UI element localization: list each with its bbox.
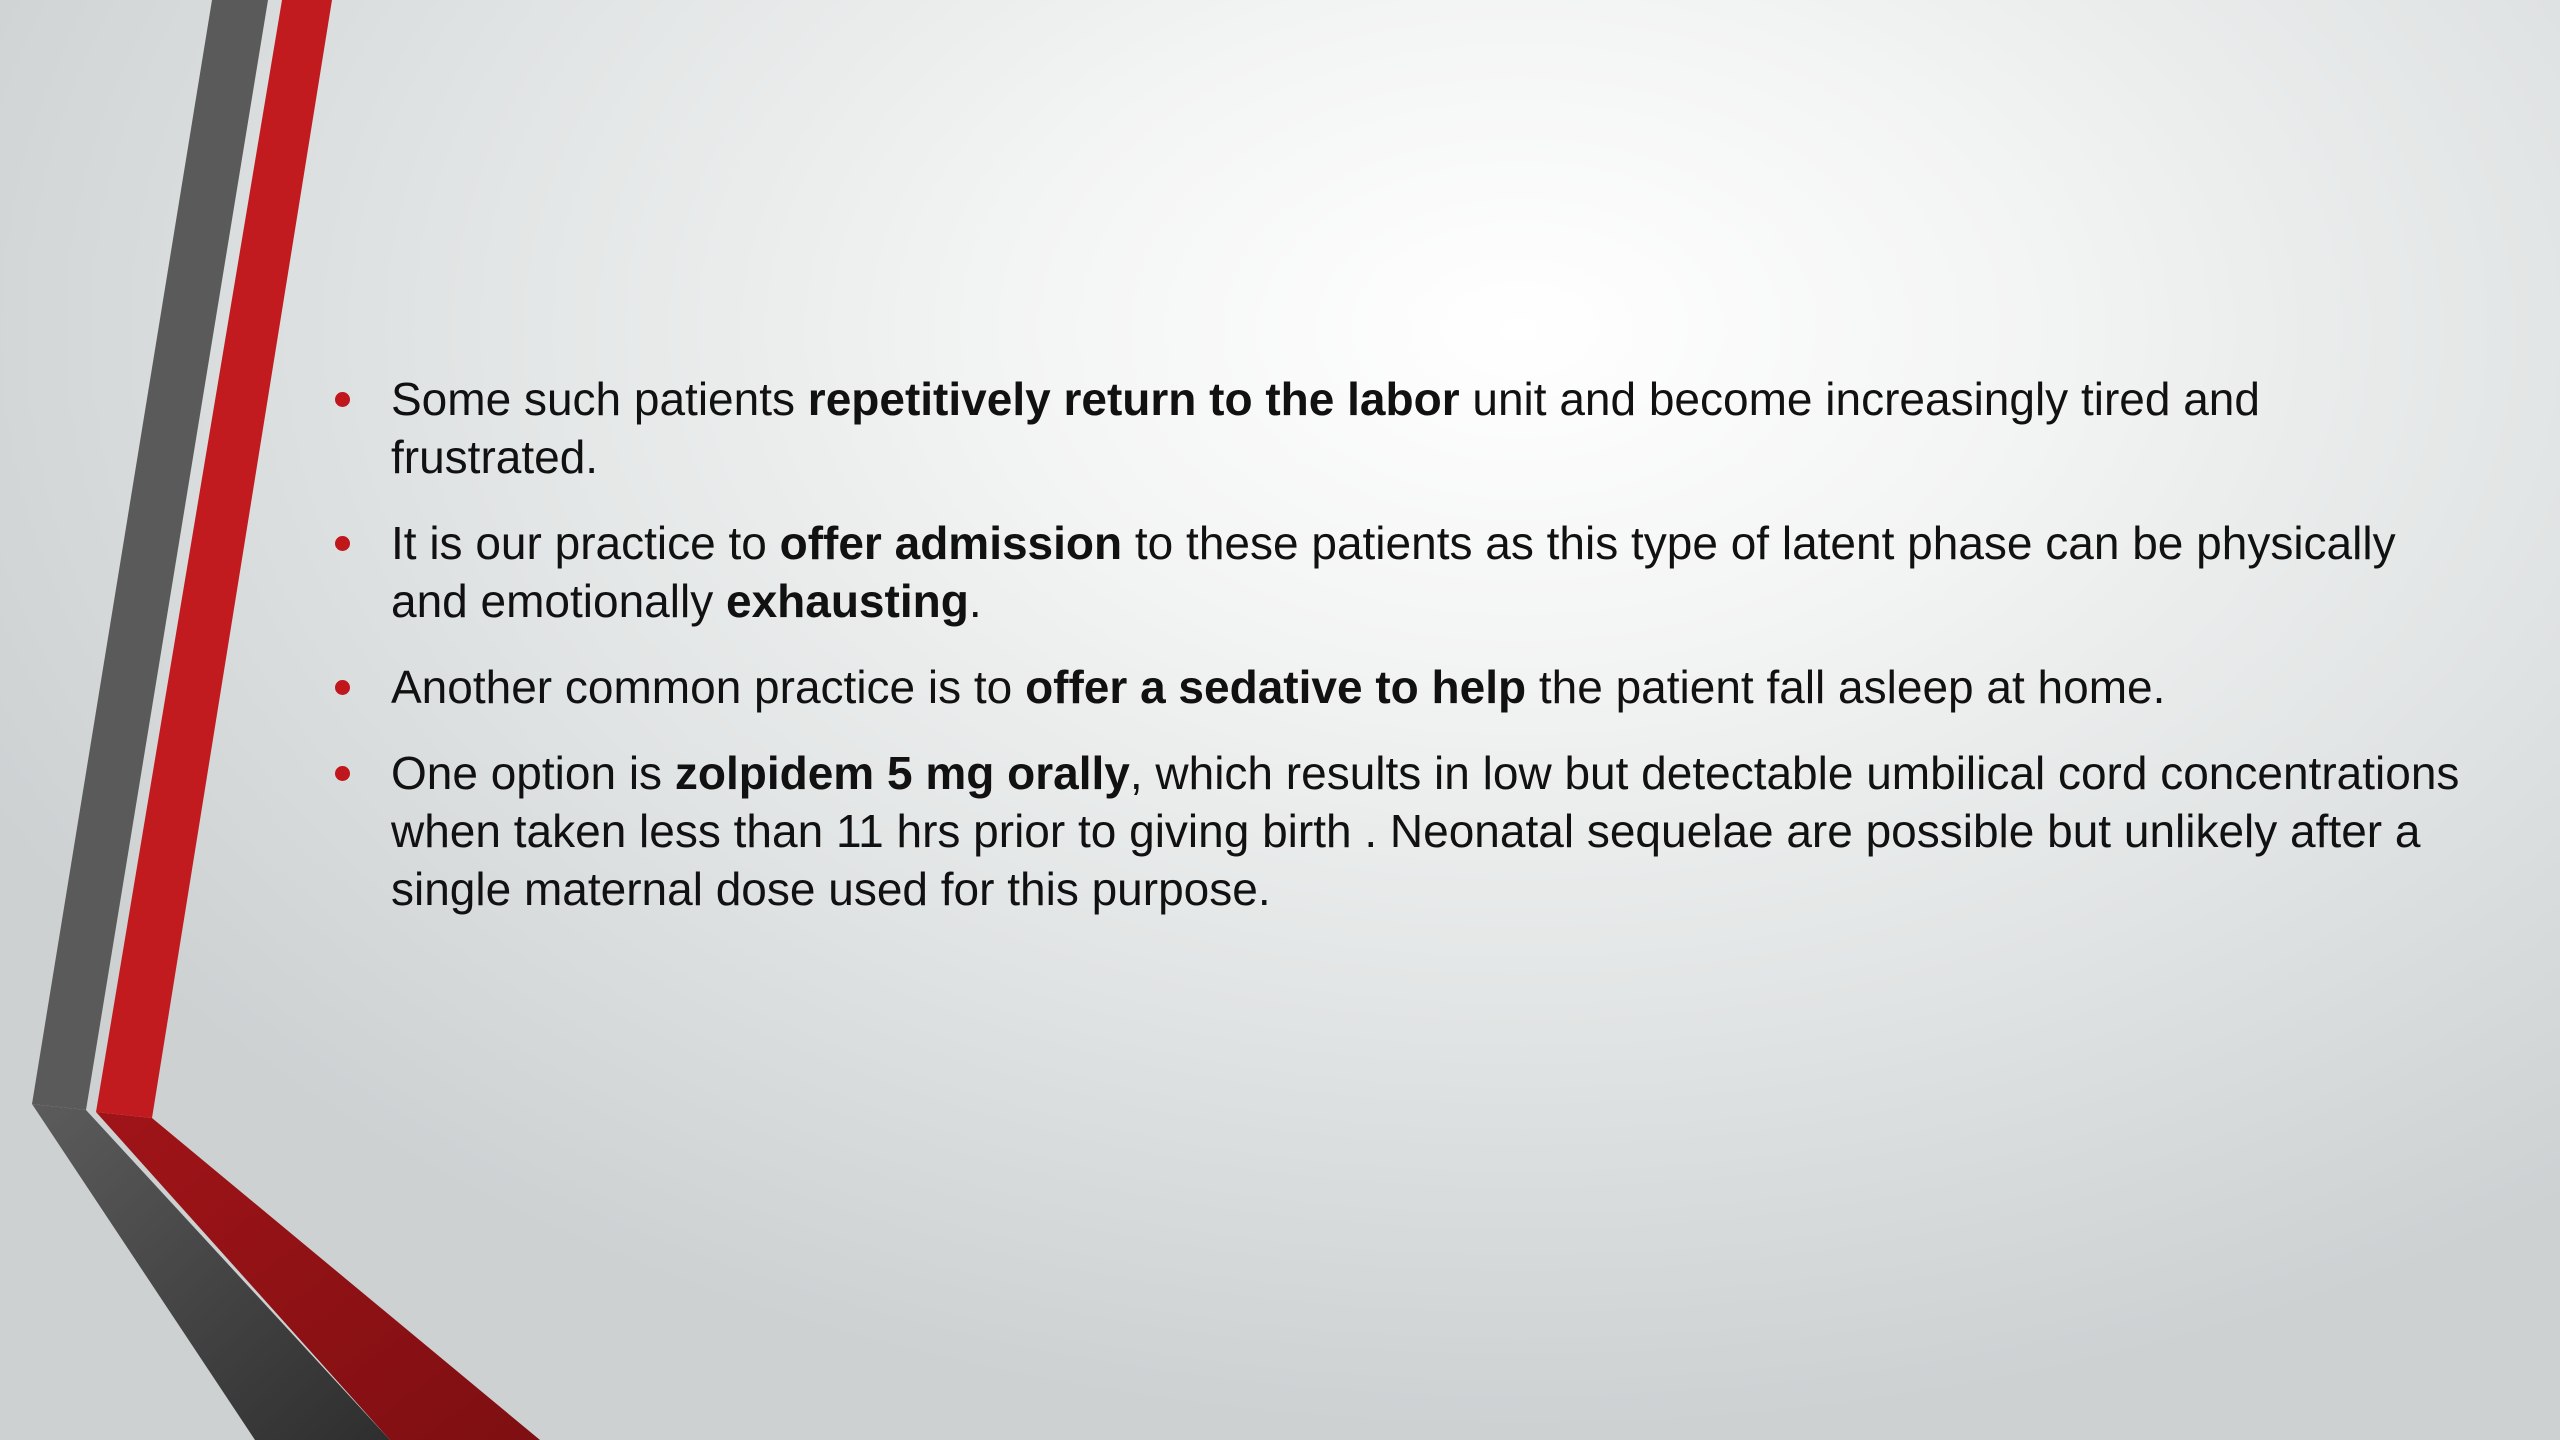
bullet-dot-icon xyxy=(335,536,350,551)
bullet-item-1 xyxy=(325,370,2465,486)
bullet-item-4 xyxy=(325,744,2465,918)
bullet-text: It is our practice to offer admission to these patients as this type of latent phase can be physically and emotionally exhausting. xyxy=(391,517,2396,627)
bullet-dot-icon xyxy=(335,392,350,407)
bullet-text: Another common practice is to offer a sedative to help the patient fall asleep at home. xyxy=(391,661,2166,713)
bullet-item-3 xyxy=(325,658,2465,716)
bullet-item-2 xyxy=(325,514,2465,630)
bullet-dot-icon xyxy=(335,680,350,695)
bullet-list xyxy=(325,370,2465,946)
bullet-dot-icon xyxy=(335,766,350,781)
bullet-text: One option is zolpidem 5 mg orally, which results in low but detectable umbilical cord concentrations when taken less than 11 hrs prior to giving birth . Neonatal sequelae are possible but unlikely after a single maternal dose used for this purpose. xyxy=(391,747,2460,915)
bullet-text: Some such patients repetitively return to the labor unit and become increasingly tired and frustrated. xyxy=(391,373,2260,483)
